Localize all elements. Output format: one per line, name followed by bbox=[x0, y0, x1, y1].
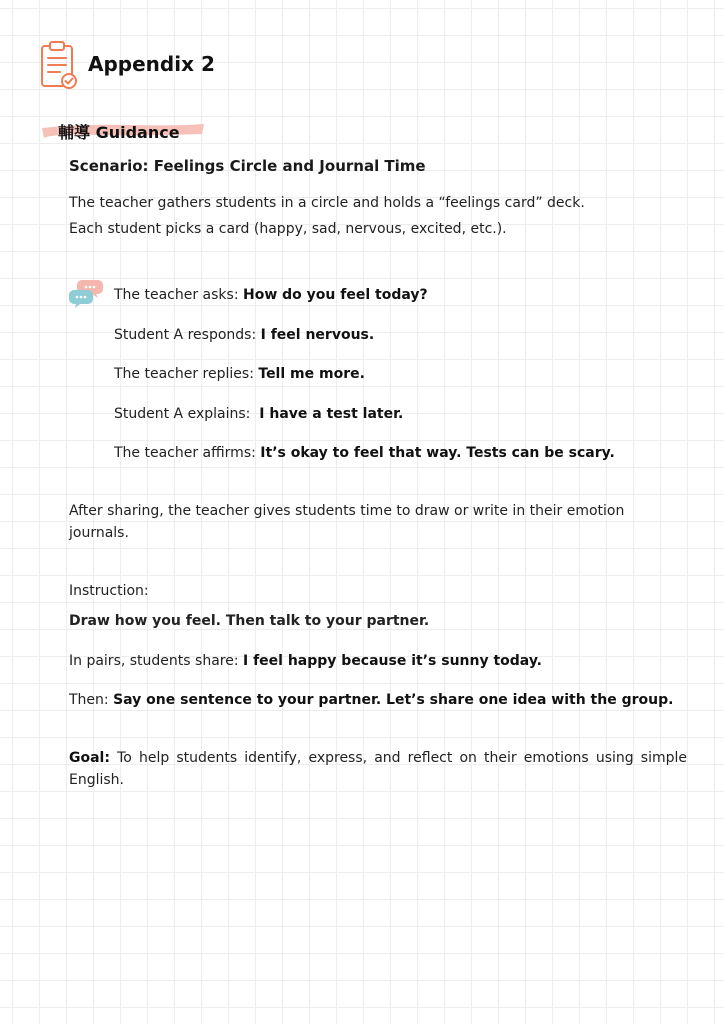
section-header bbox=[40, 119, 210, 143]
intro-line: The teacher gathers students in a circle and holds a “feelings card” deck. bbox=[69, 195, 585, 211]
dialogue bbox=[114, 284, 694, 482]
instruction-label: Instruction: bbox=[69, 583, 149, 599]
then-line bbox=[69, 689, 687, 711]
chat-bubbles-icon bbox=[68, 278, 104, 310]
dialogue-speaker: The teacher affirms: bbox=[114, 445, 261, 461]
dialogue-line bbox=[114, 324, 694, 346]
dialogue-quote: It’s okay to feel that way. Tests can be scary. bbox=[260, 445, 615, 461]
pairs-line bbox=[69, 650, 687, 672]
dialogue-quote: How do you feel today? bbox=[243, 287, 428, 303]
goal-text bbox=[69, 747, 687, 791]
instruction-block bbox=[69, 580, 687, 711]
dialogue-speaker: Student A explains: bbox=[114, 405, 260, 422]
dialogue-speaker: The teacher replies: bbox=[114, 366, 259, 382]
clipboard-check-icon bbox=[40, 40, 78, 92]
scenario-intro bbox=[69, 192, 689, 244]
dialogue-speaker: Student A responds: bbox=[114, 326, 261, 343]
dialogue-line bbox=[114, 284, 694, 306]
dialogue-line bbox=[114, 403, 694, 425]
pairs-quote: I feel happy because it’s sunny today. bbox=[243, 653, 542, 669]
dialogue-quote: I feel nervous. bbox=[260, 326, 375, 343]
intro-line: Each student picks a card (happy, sad, nervous, excited, etc.). bbox=[69, 221, 507, 237]
instruction-main: Draw how you feel. Then talk to your partner. bbox=[69, 613, 430, 629]
then-prefix: Then: bbox=[69, 692, 114, 708]
dialogue-quote: I have a test later. bbox=[259, 405, 404, 422]
dialogue-speaker: The teacher asks: bbox=[114, 287, 244, 303]
section-heading: 輔導 Guidance bbox=[58, 123, 180, 142]
after-sharing-text: After sharing, the teacher gives students time to draw or write in their emotion journals. bbox=[69, 503, 625, 541]
page-title: Appendix 2 bbox=[88, 52, 215, 76]
scenario-title: Scenario: Feelings Circle and Journal Time bbox=[69, 157, 426, 175]
pairs-prefix: In pairs, students share: bbox=[69, 653, 243, 669]
goal-label: Goal: bbox=[69, 750, 110, 766]
dialogue-line bbox=[114, 363, 694, 385]
dialogue-line bbox=[114, 442, 694, 464]
goal-body: To help students identify, express, and reflect on their emotions using simple English. bbox=[69, 750, 687, 788]
then-quote: Say one sentence to your partner. Let’s share one idea with the group. bbox=[113, 692, 674, 708]
dialogue-quote: Tell me more. bbox=[258, 366, 365, 382]
